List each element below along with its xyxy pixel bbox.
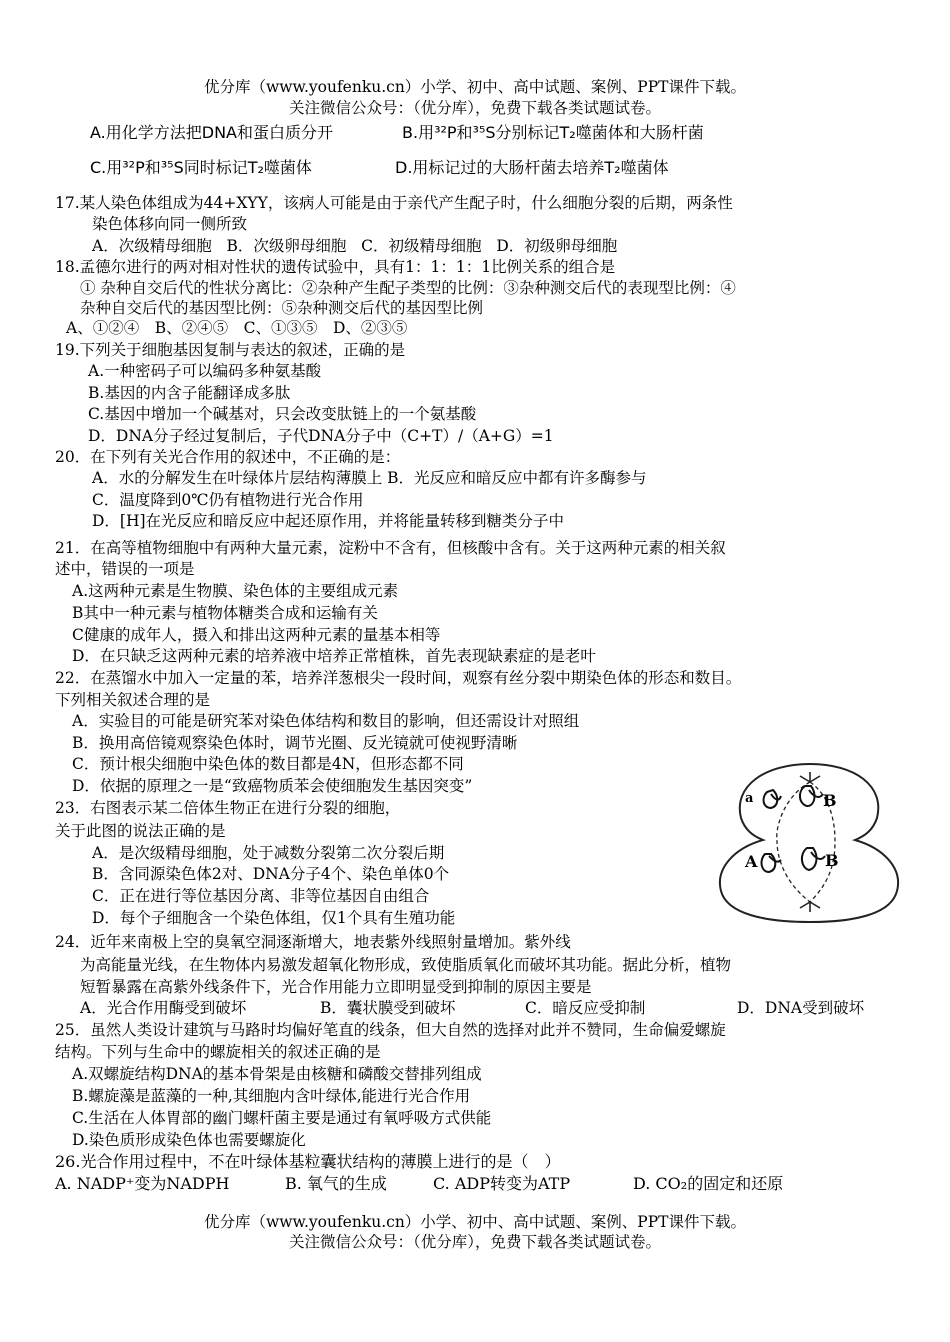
chromosome-bottom-left — [762, 854, 781, 872]
q18-items-1: ① 杂种自交后代的性状分离比：②杂种产生配子类型的比例：③杂种测交后代的表现型比例：④ — [80, 279, 736, 297]
q16-option-c: C.用³²P和³⁵S同时标记T₂噬菌体 — [90, 158, 312, 177]
q21-option-a: A.这两种元素是生物膜、染色体的主要组成元素 — [72, 582, 399, 600]
q19-stem: 19.下列关于细胞基因复制与表达的叙述，正确的是 — [55, 341, 406, 359]
q16-option-b: B.用³²P和³⁵S分别标记T₂噬菌体和大肠杆菌 — [402, 123, 704, 142]
q19-option-c: C.基因中增加一个碱基对，只会改变肽链上的一个氨基酸 — [88, 405, 477, 423]
q17-option-b: B．次级卵母细胞 — [226, 237, 347, 255]
q18-stem: 18.孟德尔进行的两对相对性状的遗传试验中，具有1：1：1：1比例关系的组合是 — [55, 258, 616, 276]
cell-division-figure — [705, 756, 915, 926]
q25-option-b: B.螺旋藻是蓝藻的一种,其细胞内含叶绿体,能进行光合作用 — [72, 1087, 471, 1105]
chromosome-top-right — [800, 786, 823, 806]
q21-option-b: B其中一种元素与植物体糖类合成和运输有关 — [72, 604, 378, 622]
gene-label-A: A — [745, 852, 758, 871]
q17-option-c: C．初级精母细胞 — [361, 237, 482, 255]
q25-stem-1: 25．虽然人类设计建筑与马路时均偏好笔直的线条，但大自然的选择对此并不赞同，生命偏爱螺旋 — [55, 1021, 726, 1039]
q21-stem-2: 述中，错误的一项是 — [55, 560, 195, 578]
q20-stem: 20．在下列有关光合作用的叙述中，不正确的是： — [55, 448, 401, 466]
q22-stem-1: 22．在蒸馏水中加入一定量的苯，培养洋葱根尖一段时间，观察有丝分裂中期染色体的形态和数目。 — [55, 669, 742, 687]
q17-options — [92, 236, 617, 256]
q26-option-b: B. 氧气的生成 — [285, 1174, 387, 1193]
q23-option-c: C．正在进行等位基因分离、非等位基因自由组合 — [92, 887, 430, 905]
q17-option-a: A．次级精母细胞 — [92, 237, 212, 255]
q16-option-a: A.用化学方法把DNA和蛋白质分开 — [90, 123, 333, 142]
q18-items-2: 杂种自交后代的基因型比例：⑤杂种测交后代的基因型比例 — [80, 299, 484, 317]
q22-option-c: C．预计根尖细胞中染色体的数目都是4N，但形态都不同 — [72, 755, 464, 773]
q21-option-c: C健康的成年人，摄入和排出这两种元素的量基本相等 — [72, 626, 441, 644]
footer-line-1: 优分库（www.youfenku.cn）小学、初中、高中试题、案例、PPT课件下载。 — [203, 1213, 747, 1231]
footer-line-2: 关注微信公众号：（优分库），免费下载各类试题试卷。 — [288, 1233, 661, 1251]
q24-option-c: C．暗反应受抑制 — [525, 999, 646, 1017]
q17-option-d: D．初级卵母细胞 — [496, 237, 618, 255]
q26-option-c: C. ADP转变为ATP — [433, 1174, 571, 1193]
q26-option-d: D. CO₂的固定和还原 — [633, 1174, 784, 1193]
q19-option-b: B.基因的内含子能翻译成多肽 — [88, 384, 291, 402]
q24-option-b: B．囊状膜受到破坏 — [320, 999, 456, 1017]
q19-option-a: A.一种密码子可以编码多种氨基酸 — [88, 362, 322, 380]
spindle-pole-bottom — [800, 902, 820, 912]
q23-option-b: B．含同源染色体2对、DNA分子4个、染色单体0个 — [92, 865, 450, 883]
q18-options: A、①②④ B、②④⑤ C、①③⑤ D、②③⑤ — [66, 319, 408, 337]
q25-option-a: A.双螺旋结构DNA的基本骨架是由核糖和磷酸交替排列组成 — [72, 1065, 482, 1083]
q20-option-d: D．[H]在光反应和暗反应中起还原作用，并将能量转移到糖类分子中 — [92, 512, 565, 530]
q22-option-b: B．换用高倍镜观察染色体时，调节光圈、反光镜就可使视野清晰 — [72, 734, 518, 752]
q24-option-d: D．DNA受到破坏 — [737, 999, 865, 1017]
q23-stem-2: 关于此图的说法正确的是 — [55, 822, 226, 840]
q23-stem-1: 23．右图表示某二倍体生物正在进行分裂的细胞， — [55, 799, 401, 817]
q25-stem-2: 结构。下列与生命中的螺旋相关的叙述正确的是 — [55, 1043, 381, 1061]
q20-option-c: C．温度降到0℃仍有植物进行光合作用 — [92, 491, 364, 509]
gene-label-a: a — [745, 791, 754, 806]
q22-option-a: A．实验目的可能是研究苯对染色体结构和数目的影响，但还需设计对照组 — [72, 712, 580, 730]
q26-stem: 26.光合作用过程中，不在叶绿体基粒囊状结构的薄膜上进行的是（ ） — [55, 1152, 561, 1171]
q16-option-d: D.用标记过的大肠杆菌去培养T₂噬菌体 — [395, 158, 669, 177]
q26-option-a: A. NADP⁺变为NADPH — [55, 1174, 230, 1193]
q22-option-d: D．依据的原理之一是“致癌物质苯会使细胞发生基因突变” — [72, 777, 473, 795]
q25-option-d: D.染色质形成染色体也需要螺旋化 — [72, 1131, 306, 1149]
q17-stem-1: 17.某人染色体组成为44+XYY，该病人可能是由于亲代产生配子时，什么细胞分裂的后期，两条性 — [55, 194, 733, 212]
spindle-pole-top — [800, 772, 820, 782]
q21-stem-1: 21．在高等植物细胞中有两种大量元素，淀粉中不含有，但核酸中含有。关于这两种元素的相关叙 — [55, 539, 726, 557]
gene-label-b-top: B — [823, 791, 837, 810]
q24-stem-3: 短暂暴露在高紫外线条件下，光合作用能力立即明显受到抑制的原因主要是 — [80, 978, 592, 996]
q23-option-d: D．每个子细胞含一个染色体组，仅1个具有生殖功能 — [92, 909, 456, 927]
header-line-1: 优分库（www.youfenku.cn）小学、初中、高中试题、案例、PPT课件下载。 — [203, 78, 747, 96]
chromosome-top-left — [764, 790, 781, 808]
q21-option-d: D．在只缺乏这两种元素的培养液中培养正常植株，首先表现缺素症的是老叶 — [72, 647, 596, 665]
q24-stem-2: 为高能量光线，在生物体内易激发超氧化物形成，致使脂质氧化而破坏其功能。据此分析，植物 — [80, 956, 732, 974]
q20-option-ab: A．水的分解发生在叶绿体片层结构薄膜上 B．光反应和暗反应中都有许多酶参与 — [92, 469, 647, 487]
q22-stem-2: 下列相关叙述合理的是 — [55, 691, 211, 709]
header-line-2: 关注微信公众号：（优分库），免费下载各类试题试卷。 — [288, 99, 661, 117]
q24-option-a: A．光合作用酶受到破坏 — [80, 999, 247, 1017]
q25-option-c: C.生活在人体胃部的幽门螺杆菌主要是通过有氧呼吸方式供能 — [72, 1109, 492, 1127]
gene-label-b-bottom: B — [825, 851, 839, 870]
q17-stem-2: 染色体移向同一侧所致 — [92, 215, 248, 233]
q23-option-a: A．是次级精母细胞，处于减数分裂第二次分裂后期 — [92, 844, 445, 862]
q19-option-d: D．DNA分子经过复制后，子代DNA分子中（C+T）/（A+G）=1 — [88, 427, 554, 445]
q24-stem-1: 24．近年来南极上空的臭氧空洞逐渐增大，地表紫外线照射量增加。紫外线 — [55, 933, 571, 951]
chromosome-bottom-right — [802, 848, 825, 870]
